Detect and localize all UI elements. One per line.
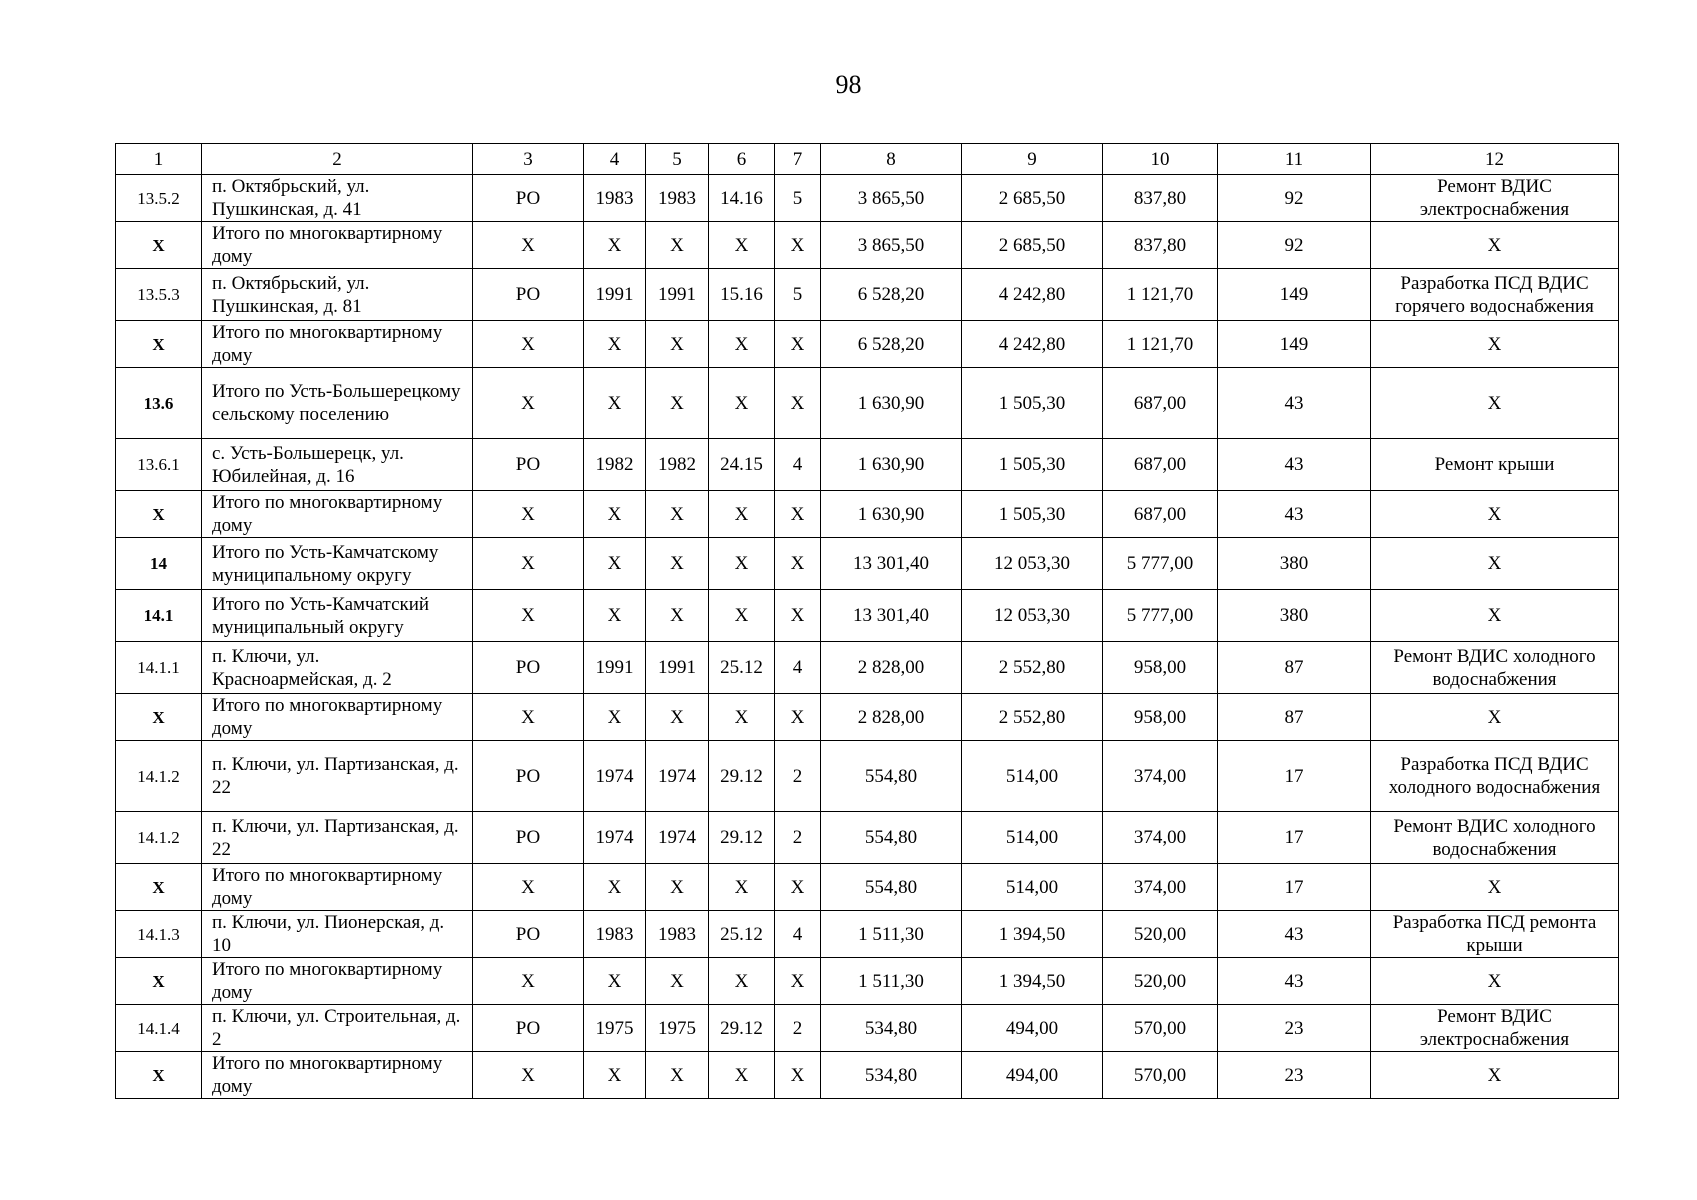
- cell-residents: 23: [1218, 1005, 1371, 1052]
- column-header: 9: [962, 144, 1103, 175]
- cell-item-number: 13.5.2: [116, 175, 202, 222]
- cell-year-commissioned: 1991: [646, 269, 709, 321]
- cell-work-type: X: [1371, 694, 1619, 741]
- cell-work-type: Разработка ПСД ремонта крыши: [1371, 911, 1619, 958]
- cell-index-code: X: [709, 321, 775, 368]
- cell-year-built: X: [584, 491, 646, 538]
- cell-cost: 1 121,70: [1103, 269, 1218, 321]
- cell-living-area: 2 685,50: [962, 222, 1103, 269]
- cell-index-code: X: [709, 491, 775, 538]
- cell-cost: 520,00: [1103, 911, 1218, 958]
- table-row: [116, 1052, 1619, 1099]
- cell-year-built: X: [584, 590, 646, 642]
- cell-year-commissioned: X: [646, 222, 709, 269]
- cell-address: с. Усть-Большерецк, ул. Юбилейная, д. 16: [202, 439, 473, 491]
- cell-index-code: X: [709, 590, 775, 642]
- cell-work-type: X: [1371, 590, 1619, 642]
- cell-index-code: 29.12: [709, 741, 775, 812]
- cell-floors: X: [775, 491, 821, 538]
- cell-index-code: X: [709, 864, 775, 911]
- cell-work-type: Ремонт крыши: [1371, 439, 1619, 491]
- column-header: 4: [584, 144, 646, 175]
- cell-owner-type: X: [473, 1052, 584, 1099]
- column-header: 11: [1218, 144, 1371, 175]
- cell-living-area: 514,00: [962, 812, 1103, 864]
- cell-floors: X: [775, 538, 821, 590]
- cell-owner-type: X: [473, 958, 584, 1005]
- cell-year-built: 1974: [584, 812, 646, 864]
- cell-item-number: 14.1.2: [116, 741, 202, 812]
- cell-total-area: 13 301,40: [821, 590, 962, 642]
- cell-living-area: 1 505,30: [962, 491, 1103, 538]
- cell-living-area: 514,00: [962, 741, 1103, 812]
- cell-cost: 687,00: [1103, 491, 1218, 538]
- table-row: [116, 864, 1619, 911]
- cell-total-area: 3 865,50: [821, 222, 962, 269]
- cell-address: Итого по Усть-Камчатский муниципальный округу: [202, 590, 473, 642]
- column-header: 1: [116, 144, 202, 175]
- column-header: 6: [709, 144, 775, 175]
- cell-work-type: Ремонт ВДИС электроснабжения: [1371, 1005, 1619, 1052]
- cell-index-code: X: [709, 694, 775, 741]
- cell-owner-type: X: [473, 222, 584, 269]
- cell-index-code: X: [709, 368, 775, 439]
- cell-cost: 374,00: [1103, 741, 1218, 812]
- cell-address: п. Ключи, ул. Красноармейская, д. 2: [202, 642, 473, 694]
- cell-address: Итого по многоквартирному дому: [202, 222, 473, 269]
- cell-floors: 2: [775, 812, 821, 864]
- cell-floors: X: [775, 694, 821, 741]
- cell-index-code: 29.12: [709, 1005, 775, 1052]
- cell-residents: 92: [1218, 175, 1371, 222]
- cell-living-area: 494,00: [962, 1052, 1103, 1099]
- cell-living-area: 2 685,50: [962, 175, 1103, 222]
- cell-work-type: X: [1371, 222, 1619, 269]
- cell-living-area: 4 242,80: [962, 321, 1103, 368]
- column-header: 5: [646, 144, 709, 175]
- cell-year-commissioned: X: [646, 1052, 709, 1099]
- cell-year-built: 1983: [584, 911, 646, 958]
- table-row: [116, 491, 1619, 538]
- column-header: 7: [775, 144, 821, 175]
- cell-year-built: X: [584, 538, 646, 590]
- cell-year-built: X: [584, 368, 646, 439]
- table-row: [116, 812, 1619, 864]
- cell-work-type: Ремонт ВДИС холодного водоснабжения: [1371, 642, 1619, 694]
- cell-address: Итого по Усть-Камчатскому муниципальному округу: [202, 538, 473, 590]
- cell-owner-type: РО: [473, 812, 584, 864]
- cell-index-code: 29.12: [709, 812, 775, 864]
- cell-cost: 374,00: [1103, 864, 1218, 911]
- cell-cost: 687,00: [1103, 439, 1218, 491]
- cell-address: п. Октябрьский, ул. Пушкинская, д. 81: [202, 269, 473, 321]
- cell-owner-type: РО: [473, 741, 584, 812]
- table-row: [116, 175, 1619, 222]
- cell-residents: 43: [1218, 911, 1371, 958]
- cell-owner-type: X: [473, 694, 584, 741]
- cell-total-area: 1 630,90: [821, 368, 962, 439]
- column-header: 2: [202, 144, 473, 175]
- cell-floors: X: [775, 222, 821, 269]
- table-row: [116, 321, 1619, 368]
- cell-owner-type: РО: [473, 269, 584, 321]
- cell-item-number: 14.1.4: [116, 1005, 202, 1052]
- cell-address: Итого по многоквартирному дому: [202, 1052, 473, 1099]
- cell-year-commissioned: X: [646, 368, 709, 439]
- cell-floors: 2: [775, 1005, 821, 1052]
- cell-cost: 837,80: [1103, 175, 1218, 222]
- cell-year-built: 1982: [584, 439, 646, 491]
- cell-floors: X: [775, 368, 821, 439]
- cell-living-area: 1 505,30: [962, 439, 1103, 491]
- cell-living-area: 1 394,50: [962, 958, 1103, 1005]
- cell-total-area: 13 301,40: [821, 538, 962, 590]
- cell-address: Итого по многоквартирному дому: [202, 694, 473, 741]
- cell-total-area: 3 865,50: [821, 175, 962, 222]
- cell-year-built: X: [584, 694, 646, 741]
- cell-work-type: Ремонт ВДИС электроснабжения: [1371, 175, 1619, 222]
- cell-index-code: X: [709, 1052, 775, 1099]
- cell-index-code: X: [709, 958, 775, 1005]
- cell-address: п. Ключи, ул. Партизанская, д. 22: [202, 812, 473, 864]
- cell-cost: 520,00: [1103, 958, 1218, 1005]
- cell-total-area: 554,80: [821, 864, 962, 911]
- cell-living-area: 494,00: [962, 1005, 1103, 1052]
- cell-year-built: 1991: [584, 269, 646, 321]
- cell-owner-type: РО: [473, 1005, 584, 1052]
- cell-owner-type: X: [473, 368, 584, 439]
- cell-owner-type: РО: [473, 175, 584, 222]
- cell-address: Итого по многоквартирному дому: [202, 864, 473, 911]
- cell-address: п. Октябрьский, ул. Пушкинская, д. 41: [202, 175, 473, 222]
- cell-item-number: X: [116, 321, 202, 368]
- data-table: [115, 143, 1619, 1099]
- cell-floors: 4: [775, 911, 821, 958]
- cell-cost: 5 777,00: [1103, 590, 1218, 642]
- cell-floors: 2: [775, 741, 821, 812]
- cell-address: Итого по Усть-Большерецкому сельскому поселению: [202, 368, 473, 439]
- cell-residents: 43: [1218, 958, 1371, 1005]
- cell-year-built: X: [584, 958, 646, 1005]
- cell-cost: 687,00: [1103, 368, 1218, 439]
- cell-item-number: X: [116, 1052, 202, 1099]
- cell-year-commissioned: 1974: [646, 741, 709, 812]
- cell-year-built: 1983: [584, 175, 646, 222]
- cell-work-type: Разработка ПСД ВДИС горячего водоснабжения: [1371, 269, 1619, 321]
- cell-cost: 374,00: [1103, 812, 1218, 864]
- cell-item-number: 13.6.1: [116, 439, 202, 491]
- cell-living-area: 1 505,30: [962, 368, 1103, 439]
- cell-owner-type: X: [473, 864, 584, 911]
- cell-year-built: X: [584, 1052, 646, 1099]
- table-row: [116, 538, 1619, 590]
- cell-work-type: X: [1371, 538, 1619, 590]
- cell-item-number: X: [116, 958, 202, 1005]
- cell-address: п. Ключи, ул. Пионерская, д. 10: [202, 911, 473, 958]
- cell-work-type: X: [1371, 368, 1619, 439]
- cell-owner-type: РО: [473, 911, 584, 958]
- cell-total-area: 6 528,20: [821, 321, 962, 368]
- cell-year-commissioned: X: [646, 864, 709, 911]
- cell-year-commissioned: X: [646, 491, 709, 538]
- cell-year-commissioned: 1974: [646, 812, 709, 864]
- cell-address: Итого по многоквартирному дому: [202, 958, 473, 1005]
- cell-cost: 1 121,70: [1103, 321, 1218, 368]
- cell-year-commissioned: 1983: [646, 175, 709, 222]
- cell-cost: 570,00: [1103, 1052, 1218, 1099]
- table-header-row: [116, 144, 1619, 175]
- column-header: 3: [473, 144, 584, 175]
- column-header: 8: [821, 144, 962, 175]
- cell-index-code: 14.16: [709, 175, 775, 222]
- cell-living-area: 2 552,80: [962, 642, 1103, 694]
- cell-work-type: X: [1371, 958, 1619, 1005]
- cell-total-area: 534,80: [821, 1052, 962, 1099]
- table-row: [116, 590, 1619, 642]
- cell-floors: X: [775, 321, 821, 368]
- cell-floors: 5: [775, 269, 821, 321]
- cell-item-number: 14.1.3: [116, 911, 202, 958]
- cell-total-area: 554,80: [821, 741, 962, 812]
- cell-index-code: 15.16: [709, 269, 775, 321]
- table-row: [116, 911, 1619, 958]
- cell-index-code: X: [709, 538, 775, 590]
- cell-floors: X: [775, 590, 821, 642]
- cell-residents: 23: [1218, 1052, 1371, 1099]
- cell-owner-type: РО: [473, 439, 584, 491]
- cell-year-commissioned: X: [646, 321, 709, 368]
- cell-year-commissioned: 1975: [646, 1005, 709, 1052]
- cell-residents: 380: [1218, 538, 1371, 590]
- cell-year-commissioned: 1982: [646, 439, 709, 491]
- cell-address: п. Ключи, ул. Строительная, д. 2: [202, 1005, 473, 1052]
- cell-work-type: X: [1371, 864, 1619, 911]
- cell-item-number: X: [116, 491, 202, 538]
- cell-living-area: 1 394,50: [962, 911, 1103, 958]
- cell-year-commissioned: X: [646, 590, 709, 642]
- cell-work-type: Ремонт ВДИС холодного водоснабжения: [1371, 812, 1619, 864]
- table-row: [116, 222, 1619, 269]
- cell-residents: 87: [1218, 642, 1371, 694]
- table-row: [116, 642, 1619, 694]
- cell-work-type: Разработка ПСД ВДИС холодного водоснабжения: [1371, 741, 1619, 812]
- cell-year-commissioned: 1991: [646, 642, 709, 694]
- cell-floors: X: [775, 958, 821, 1005]
- cell-index-code: 25.12: [709, 911, 775, 958]
- cell-residents: 92: [1218, 222, 1371, 269]
- cell-item-number: 14: [116, 538, 202, 590]
- cell-year-built: X: [584, 864, 646, 911]
- table-row: [116, 439, 1619, 491]
- column-header: 12: [1371, 144, 1619, 175]
- table-row: [116, 741, 1619, 812]
- cell-living-area: 12 053,30: [962, 590, 1103, 642]
- cell-floors: X: [775, 1052, 821, 1099]
- cell-work-type: X: [1371, 321, 1619, 368]
- cell-living-area: 12 053,30: [962, 538, 1103, 590]
- column-header: 10: [1103, 144, 1218, 175]
- cell-residents: 43: [1218, 491, 1371, 538]
- cell-total-area: 554,80: [821, 812, 962, 864]
- cell-residents: 17: [1218, 812, 1371, 864]
- cell-owner-type: X: [473, 321, 584, 368]
- cell-total-area: 1 511,30: [821, 958, 962, 1005]
- table-row: [116, 1005, 1619, 1052]
- cell-year-commissioned: X: [646, 694, 709, 741]
- cell-floors: X: [775, 864, 821, 911]
- cell-total-area: 2 828,00: [821, 694, 962, 741]
- cell-total-area: 1 511,30: [821, 911, 962, 958]
- page-number: 98: [835, 70, 862, 99]
- cell-owner-type: X: [473, 538, 584, 590]
- cell-living-area: 514,00: [962, 864, 1103, 911]
- cell-work-type: X: [1371, 491, 1619, 538]
- cell-total-area: 6 528,20: [821, 269, 962, 321]
- cell-cost: 958,00: [1103, 642, 1218, 694]
- cell-residents: 380: [1218, 590, 1371, 642]
- cell-owner-type: X: [473, 491, 584, 538]
- cell-residents: 149: [1218, 269, 1371, 321]
- cell-cost: 5 777,00: [1103, 538, 1218, 590]
- cell-total-area: 1 630,90: [821, 491, 962, 538]
- table-row: [116, 269, 1619, 321]
- table-row: [116, 958, 1619, 1005]
- cell-floors: 4: [775, 439, 821, 491]
- cell-residents: 149: [1218, 321, 1371, 368]
- cell-residents: 43: [1218, 439, 1371, 491]
- cell-item-number: 14.1.2: [116, 812, 202, 864]
- cell-index-code: 25.12: [709, 642, 775, 694]
- cell-cost: 570,00: [1103, 1005, 1218, 1052]
- cell-item-number: 13.5.3: [116, 269, 202, 321]
- cell-work-type: X: [1371, 1052, 1619, 1099]
- table-row: [116, 368, 1619, 439]
- cell-total-area: 2 828,00: [821, 642, 962, 694]
- cell-owner-type: РО: [473, 642, 584, 694]
- cell-index-code: 24.15: [709, 439, 775, 491]
- cell-year-commissioned: X: [646, 958, 709, 1005]
- cell-item-number: X: [116, 694, 202, 741]
- cell-index-code: X: [709, 222, 775, 269]
- cell-floors: 5: [775, 175, 821, 222]
- cell-year-built: 1974: [584, 741, 646, 812]
- cell-floors: 4: [775, 642, 821, 694]
- table-body: [116, 175, 1619, 1099]
- cell-living-area: 4 242,80: [962, 269, 1103, 321]
- cell-year-commissioned: X: [646, 538, 709, 590]
- cell-year-commissioned: 1983: [646, 911, 709, 958]
- cell-item-number: 14.1.1: [116, 642, 202, 694]
- cell-year-built: X: [584, 222, 646, 269]
- cell-address: п. Ключи, ул. Партизанская, д. 22: [202, 741, 473, 812]
- cell-living-area: 2 552,80: [962, 694, 1103, 741]
- cell-owner-type: X: [473, 590, 584, 642]
- cell-address: Итого по многоквартирному дому: [202, 321, 473, 368]
- cell-cost: 958,00: [1103, 694, 1218, 741]
- cell-total-area: 1 630,90: [821, 439, 962, 491]
- cell-year-built: 1991: [584, 642, 646, 694]
- cell-year-built: X: [584, 321, 646, 368]
- cell-item-number: X: [116, 864, 202, 911]
- cell-residents: 17: [1218, 864, 1371, 911]
- cell-total-area: 534,80: [821, 1005, 962, 1052]
- table-row: [116, 694, 1619, 741]
- cell-item-number: 14.1: [116, 590, 202, 642]
- cell-item-number: 13.6: [116, 368, 202, 439]
- cell-cost: 837,80: [1103, 222, 1218, 269]
- cell-residents: 87: [1218, 694, 1371, 741]
- cell-item-number: X: [116, 222, 202, 269]
- cell-address: Итого по многоквартирному дому: [202, 491, 473, 538]
- cell-residents: 43: [1218, 368, 1371, 439]
- cell-residents: 17: [1218, 741, 1371, 812]
- cell-year-built: 1975: [584, 1005, 646, 1052]
